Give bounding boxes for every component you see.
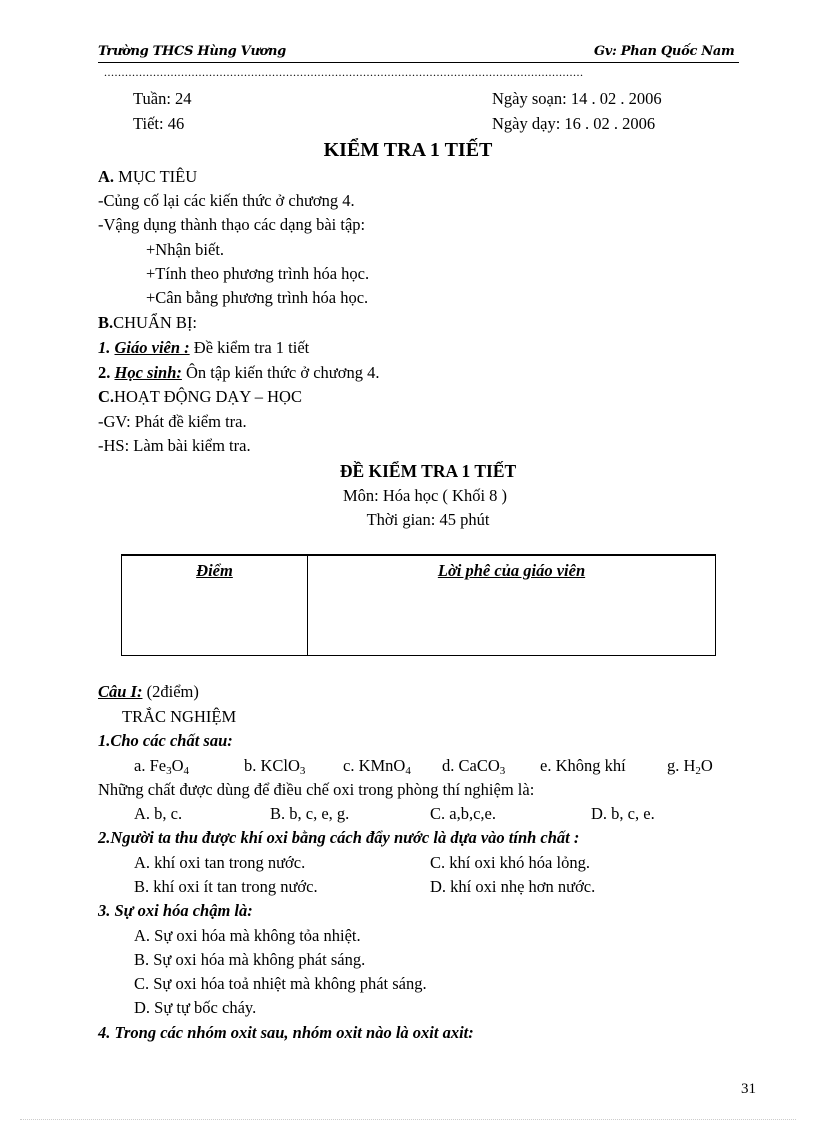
q1-option-e: e. Không khí [540,756,626,775]
q1-option-b: b. KClO$_3$ [244,756,306,777]
q1-answer-b[interactable]: B. b, c, e, g. [270,804,350,823]
q2-answer-b[interactable]: B. khí oxi ít tan trong nước. [134,877,318,896]
exam-time: Thời gian: 45 phút [366,510,490,529]
q3-answer-d[interactable]: D. Sự tự bốc cháy. [134,998,257,1017]
q1-answer-d[interactable]: D. b, c, e. [591,804,655,823]
q1-prompt: 1.Cho các chất sau: [98,731,233,750]
section-c-hs: -HS: Làm bài kiểm tra. [98,436,251,455]
school-name: Trường THCS Hùng Vương [98,44,286,59]
section-b-student: 2. Học sinh: Ôn tập kiến thức ở chương 4. [98,363,380,382]
q3-answer-a[interactable]: A. Sự oxi hóa mà không tỏa nhiệt. [134,926,361,945]
q1-answer-a[interactable]: A. b, c. [134,804,183,823]
q1-stem: Những chất được dùng để điều chế oxi trong phòng thí nghiệm là: [98,780,535,799]
question-type: TRẮC NGHIỆM [122,707,237,726]
q3-prompt: 3. Sự oxi hóa chậm là: [98,901,253,920]
q2-answer-a[interactable]: A. khí oxi tan trong nước. [134,853,306,872]
q2-answer-d[interactable]: D. khí oxi nhẹ hơn nước. [430,877,596,896]
section-b-teacher: 1. Giáo viên : Đề kiểm tra 1 tiết [98,338,310,357]
section-a-item2: +Tính theo phương trình hóa học. [146,264,370,283]
q1-option-d: d. CaCO$_3$ [442,756,506,777]
exam-subject: Môn: Hóa học ( Khối 8 ) [342,486,508,505]
comment-header: Lời phê của giáo viên [437,561,586,580]
q1-answer-c[interactable]: C. a,b,c,e. [430,804,496,823]
footer-rule [20,1119,796,1120]
teach-date: Ngày dạy: 16 . 02 . 2006 [492,114,656,133]
q1-option-a: a. $Fe_3O_4$ [134,756,189,777]
section-a-heading: A. MỤC TIÊU [98,167,198,186]
q1-option-c: c. KMnO$_4$ [343,756,411,777]
grade-table [121,554,716,656]
q4-prompt: 4. Trong các nhóm oxit sau, nhóm oxit nào là oxit axit: [98,1023,474,1042]
section-a-line2: -Vậng dụng thành thạo các dạng bài tập: [98,215,366,234]
question-i-label: Câu I: (2điểm) [98,682,199,701]
week: Tuần: 24 [133,89,192,108]
q2-prompt: 2.Người ta thu được khí oxi bằng cách đẩy nước là dựa vào tính chất : [98,828,580,847]
teacher-name: Gv: Phan Quốc Nam [594,44,735,59]
section-a-item3: +Cân bằng phương trình hóa học. [146,288,369,307]
q3-answer-c[interactable]: C. Sự oxi hóa toả nhiệt mà không phát sáng. [134,974,427,993]
q2-answer-c[interactable]: C. khí oxi khó hóa lỏng. [430,853,590,872]
section-b-heading: B.CHUẨN BỊ: [98,313,198,332]
period: Tiết: 46 [133,114,185,133]
section-c-heading: C.HOẠT ĐỘNG DẠY – HỌC [98,387,302,406]
prep-date: Ngày soạn: 14 . 02 . 2006 [492,89,662,108]
section-c-gv: -GV: Phát đề kiểm tra. [98,412,247,431]
page-number: 31 [741,1081,756,1097]
section-a-item1: +Nhận biết. [146,240,225,259]
q1-option-g: g. $H_2O$ [667,756,713,777]
comment-cell[interactable] [308,555,715,655]
header-rule [98,62,739,63]
section-a-line1: -Củng cố lại các kiến thức ở chương 4. [98,191,355,210]
score-cell[interactable] [122,555,308,655]
page-title: KIỂM TRA 1 TIẾT [323,139,493,161]
header-dots: ......................................................................................................................................... [104,65,584,79]
exam-title: ĐỀ KIỂM TRA 1 TIẾT [339,461,517,481]
score-header: Điểm [196,561,233,580]
q3-answer-b[interactable]: B. Sự oxi hóa mà không phát sáng. [134,950,366,969]
